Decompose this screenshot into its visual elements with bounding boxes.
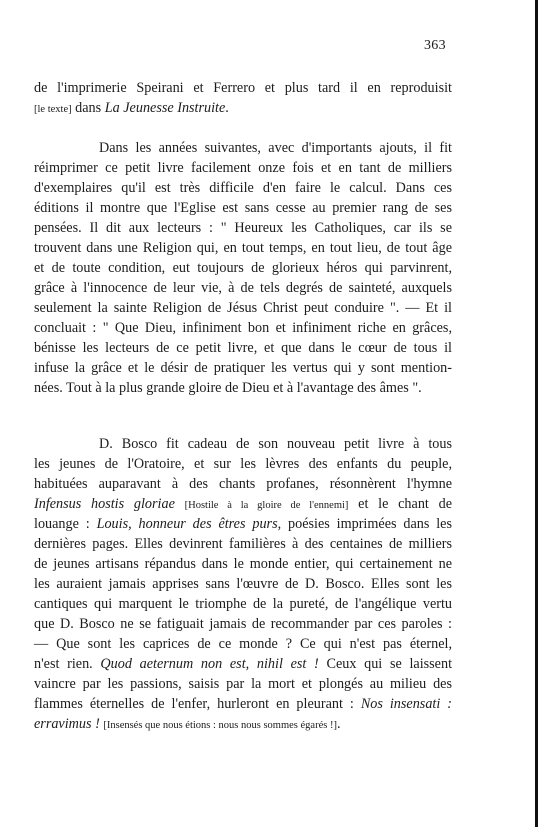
text-line — [34, 514, 452, 534]
text-line — [34, 258, 452, 278]
text-line — [34, 338, 452, 358]
text-segment: vaincre par les passions, saisis par la mort et plongés au milieu des — [34, 676, 452, 692]
text-line — [34, 614, 452, 634]
text-line — [34, 574, 452, 594]
text-segment: . — [336, 716, 341, 732]
italic-text: Infensus hostis gloriae — [34, 496, 175, 512]
text-line — [34, 198, 452, 218]
text-line — [34, 594, 452, 614]
text-segment: nées. Tout à la plus grande gloire de Dieu et à l'avantage des âmes ". — [34, 380, 422, 396]
text-segment: les jeunes de l'Oratoire, et sur les lèvres des enfants du peuple, — [34, 456, 452, 472]
text-segment: et de toute condition, eut toujours de glorieux héros qui parvinrent, — [34, 260, 452, 276]
text-segment — [175, 496, 185, 512]
text-segment: dans — [71, 100, 105, 116]
text-line — [34, 634, 452, 654]
italic-text: Nos insensati : — [360, 696, 453, 712]
text-segment: habituées auparavant à des chants profanes, résonnèrent l'hymne — [34, 476, 452, 492]
text-line — [34, 78, 452, 98]
text-segment: de jeunes artisans répandus dans le monde entier, qui certainement ne — [34, 556, 452, 572]
text-segment: trouvent dans une Religion qui, en tout temps, en tout lieu, de tout âge — [34, 240, 452, 256]
text-segment: , poésies imprimées dans les — [277, 516, 452, 532]
text-segment: n'est rien. — [34, 656, 101, 672]
text-segment: d'exemplaires qu'il est très difficile d'en faire le calcul. Dans ces — [34, 180, 452, 196]
text-segment: D. Bosco fit cadeau de son nouveau petit livre à tous — [99, 436, 452, 452]
text-line — [99, 434, 452, 454]
text-line — [34, 494, 452, 516]
text-segment: et le chant de — [348, 496, 452, 512]
text-line — [34, 554, 452, 574]
text-segment: que D. Bosco ne se fatiguait jamais de recommander par ces paroles : — [34, 616, 452, 632]
text-line — [34, 694, 452, 714]
text-line — [34, 98, 452, 120]
italic-text: Quod aeternum non est, nihil est ! — [100, 656, 319, 672]
text-line — [34, 238, 452, 258]
text-segment: concluait : " Que Dieu, infiniment bon et infiniment riche en grâces, — [34, 320, 452, 336]
text-line — [34, 218, 452, 238]
page-number: 363 — [424, 38, 446, 53]
text-segment: les auraient jamais apprises sans l'œuvre de D. Bosco. Elles sont les — [34, 576, 452, 592]
text-line — [34, 454, 452, 474]
text-line — [34, 318, 452, 338]
text-segment: bénisse les lecteurs de ce petit livre, et que dans le cœur de tous il — [34, 340, 452, 356]
text-segment: éditions il montre que l'Eglise est sans cesse au premier rang de ses — [34, 200, 452, 216]
text-line — [34, 278, 452, 298]
text-segment: louange : — [34, 516, 97, 532]
text-segment: flammes éternelles de l'enfer, hurleront en pleurant : — [34, 696, 361, 712]
text-line — [34, 534, 452, 554]
text-line — [34, 654, 452, 674]
italic-text: Louis, honneur des êtres purs — [96, 516, 278, 532]
text-segment: grâce à l'innocence de leur vie, à de tels degrés de sainteté, auxquels — [34, 280, 452, 296]
text-segment: cantiques qui marquent le triomphe de la pureté, de l'angélique vertu — [34, 596, 452, 612]
italic-text: La Jeunesse Instruite — [104, 100, 226, 116]
text-segment: . — [225, 100, 229, 116]
text-segment: de l'imprimerie Speirani et Ferrero et plus tard il en reproduisit — [34, 80, 452, 96]
text-segment: pensées. Il dit aux lecteurs : " Heureux les Catholiques, car ils se — [34, 220, 452, 236]
text-line — [34, 298, 452, 318]
text-line — [34, 714, 452, 736]
text-segment: seulement la sainte Religion de Jésus Christ peut conduire ". — Et il — [34, 300, 452, 316]
text-line — [34, 358, 452, 378]
text-line — [34, 674, 452, 694]
text-segment: dernières pages. Elles devinrent familières à des centaines de milliers — [34, 536, 452, 552]
text-line — [34, 158, 452, 178]
bracket-note: [Hostile à la gloire de l'ennemi] — [184, 500, 349, 511]
text-segment: réimprimer ce petit livre facilement onze fois et en tant de milliers — [34, 160, 452, 176]
text-line — [99, 138, 452, 158]
text-line — [34, 378, 452, 398]
text-line — [34, 474, 452, 494]
bracket-note: [Insensés que nous étions : nous nous sommes égarés !] — [103, 720, 337, 731]
bracket-note: [le texte] — [34, 104, 72, 115]
text-segment: Dans les années suivantes, avec d'importants ajouts, il fit — [99, 140, 452, 156]
text-segment: Ceux qui se laissent — [318, 656, 453, 672]
italic-text: erravimus ! — [34, 716, 100, 732]
text-segment: — Que sont les caprices de ce monde ? Ce qui n'est pas éternel, — [34, 636, 452, 652]
text-line — [34, 178, 452, 198]
text-segment: infuse la grâce et le désir de pratiquer les vertus qui y sont mention- — [34, 360, 452, 376]
